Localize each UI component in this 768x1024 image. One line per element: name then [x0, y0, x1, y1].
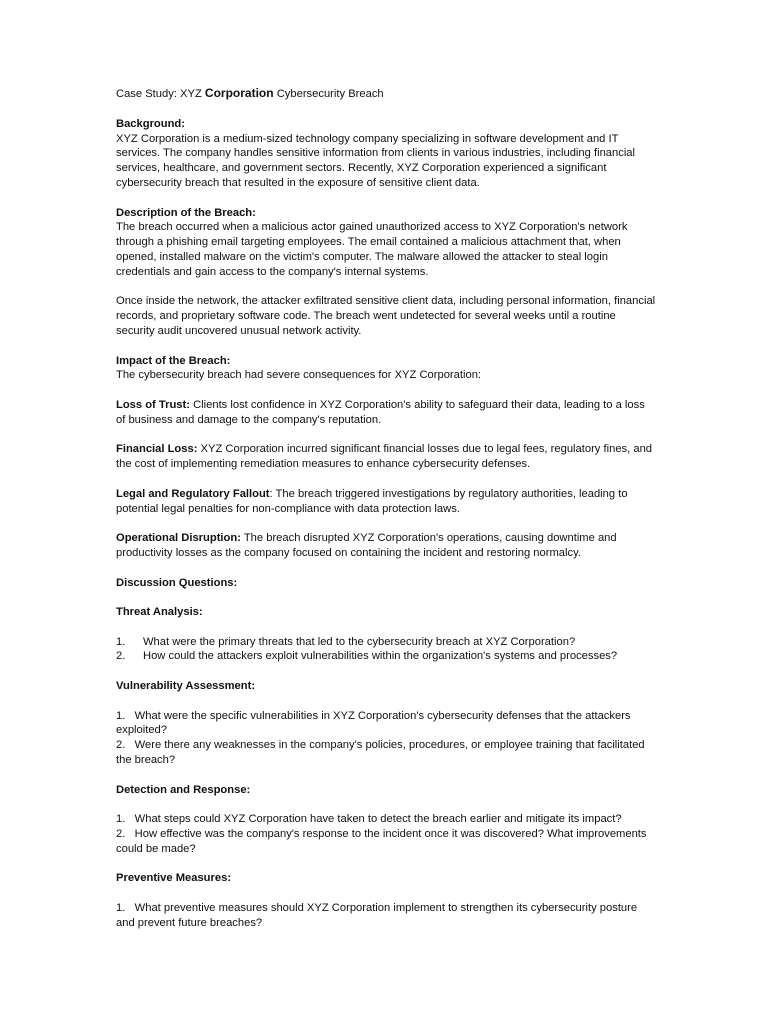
question-list — [116, 635, 656, 665]
impact-item: Legal and Regulatory Fallout: The breach triggered investigations by regulatory authorities, leading to potential legal penalties for non-compliance with data protection laws. — [116, 487, 628, 515]
description-section — [116, 206, 656, 280]
subsection-heading: Vulnerability Assessment: — [116, 680, 256, 693]
subsection-heading: Threat Analysis: — [116, 606, 203, 619]
section-heading: Impact of the Breach: — [116, 354, 231, 367]
list-item: 1. What were the specific vulnerabilities in XYZ Corporation's cybersecurity defenses that the attackers exploited? — [116, 709, 631, 737]
section-text: XYZ Corporation is a medium-sized technology company specializing in software development and IT services. The company handles sensitive information from clients in various industries, including financial services, healthcare, and government sectors. Recently, XYZ Corporation experienced a significant cybersecurity breach that resulted in the exposure of sensitive client data. — [116, 132, 636, 189]
section-text: The cybersecurity breach had severe consequences for XYZ Corporation: — [116, 369, 482, 382]
impact-item: Loss of Trust: Clients lost confidence in XYZ Corporation's ability to safeguard their data, leading to a loss of business and damage to the company's reputation. — [116, 398, 645, 426]
list-item: 2. How effective was the company's response to the incident once it was discovered? What improvements could be made? — [116, 828, 647, 855]
document-page — [116, 86, 656, 945]
list-item: 2. How could the attackers exploit vulnerabilities within the organization's systems and processes? — [116, 650, 618, 663]
list-item: 1. What steps could XYZ Corporation have taken to detect the breach earlier and mitigate its impact? — [116, 813, 622, 826]
question-list — [116, 812, 656, 856]
background-section — [116, 117, 656, 191]
impact-item: Operational Disruption: The breach disrupted XYZ Corporation's operations, causing downtime and productivity losses as the company focused on containing the incident and restoring normalcy. — [116, 532, 617, 559]
subsection-heading: Detection and Response: — [116, 783, 251, 796]
paragraph: Once inside the network, the attacker exfiltrated sensitive client data, including personal information, financial records, and proprietary software code. The breach went undetected for several weeks until a routine security audit uncovered unusual network activity. — [116, 295, 656, 337]
list-item: 1. What were the primary threats that led to the cybersecurity breach at XYZ Corporation? — [116, 635, 576, 648]
impact-section — [116, 354, 656, 384]
list-item: 1. What preventive measures should XYZ Corporation implement to strengthen its cybersecurity posture and prevent future breaches? — [116, 902, 638, 929]
section-heading: Description of the Breach: — [116, 206, 256, 219]
list-item: 2. Were there any weaknesses in the company's policies, procedures, or employee training that facilitated the breach? — [116, 739, 645, 767]
question-list — [116, 709, 656, 768]
impact-item: Financial Loss: XYZ Corporation incurred significant financial losses due to legal fees, regulatory fines, and the cost of implementing remediation measures to enhance cybersecurity defenses. — [116, 443, 653, 471]
paragraph: The breach occurred when a malicious actor gained unauthorized access to XYZ Corporation's network through a phishing email targeting employees. The email contained a malicious attachment that, when opened, installed malware on the victim's computer. The malware allowed the attacker to steal login credentials and gain access to the company's internal systems. — [116, 221, 628, 278]
section-heading: Background: — [116, 117, 185, 130]
document-title: Case Study: XYZ Corporation Cybersecurity Breach — [116, 86, 384, 100]
section-heading: Discussion Questions: — [116, 576, 238, 589]
subsection-heading: Preventive Measures: — [116, 872, 232, 885]
question-list — [116, 901, 656, 931]
